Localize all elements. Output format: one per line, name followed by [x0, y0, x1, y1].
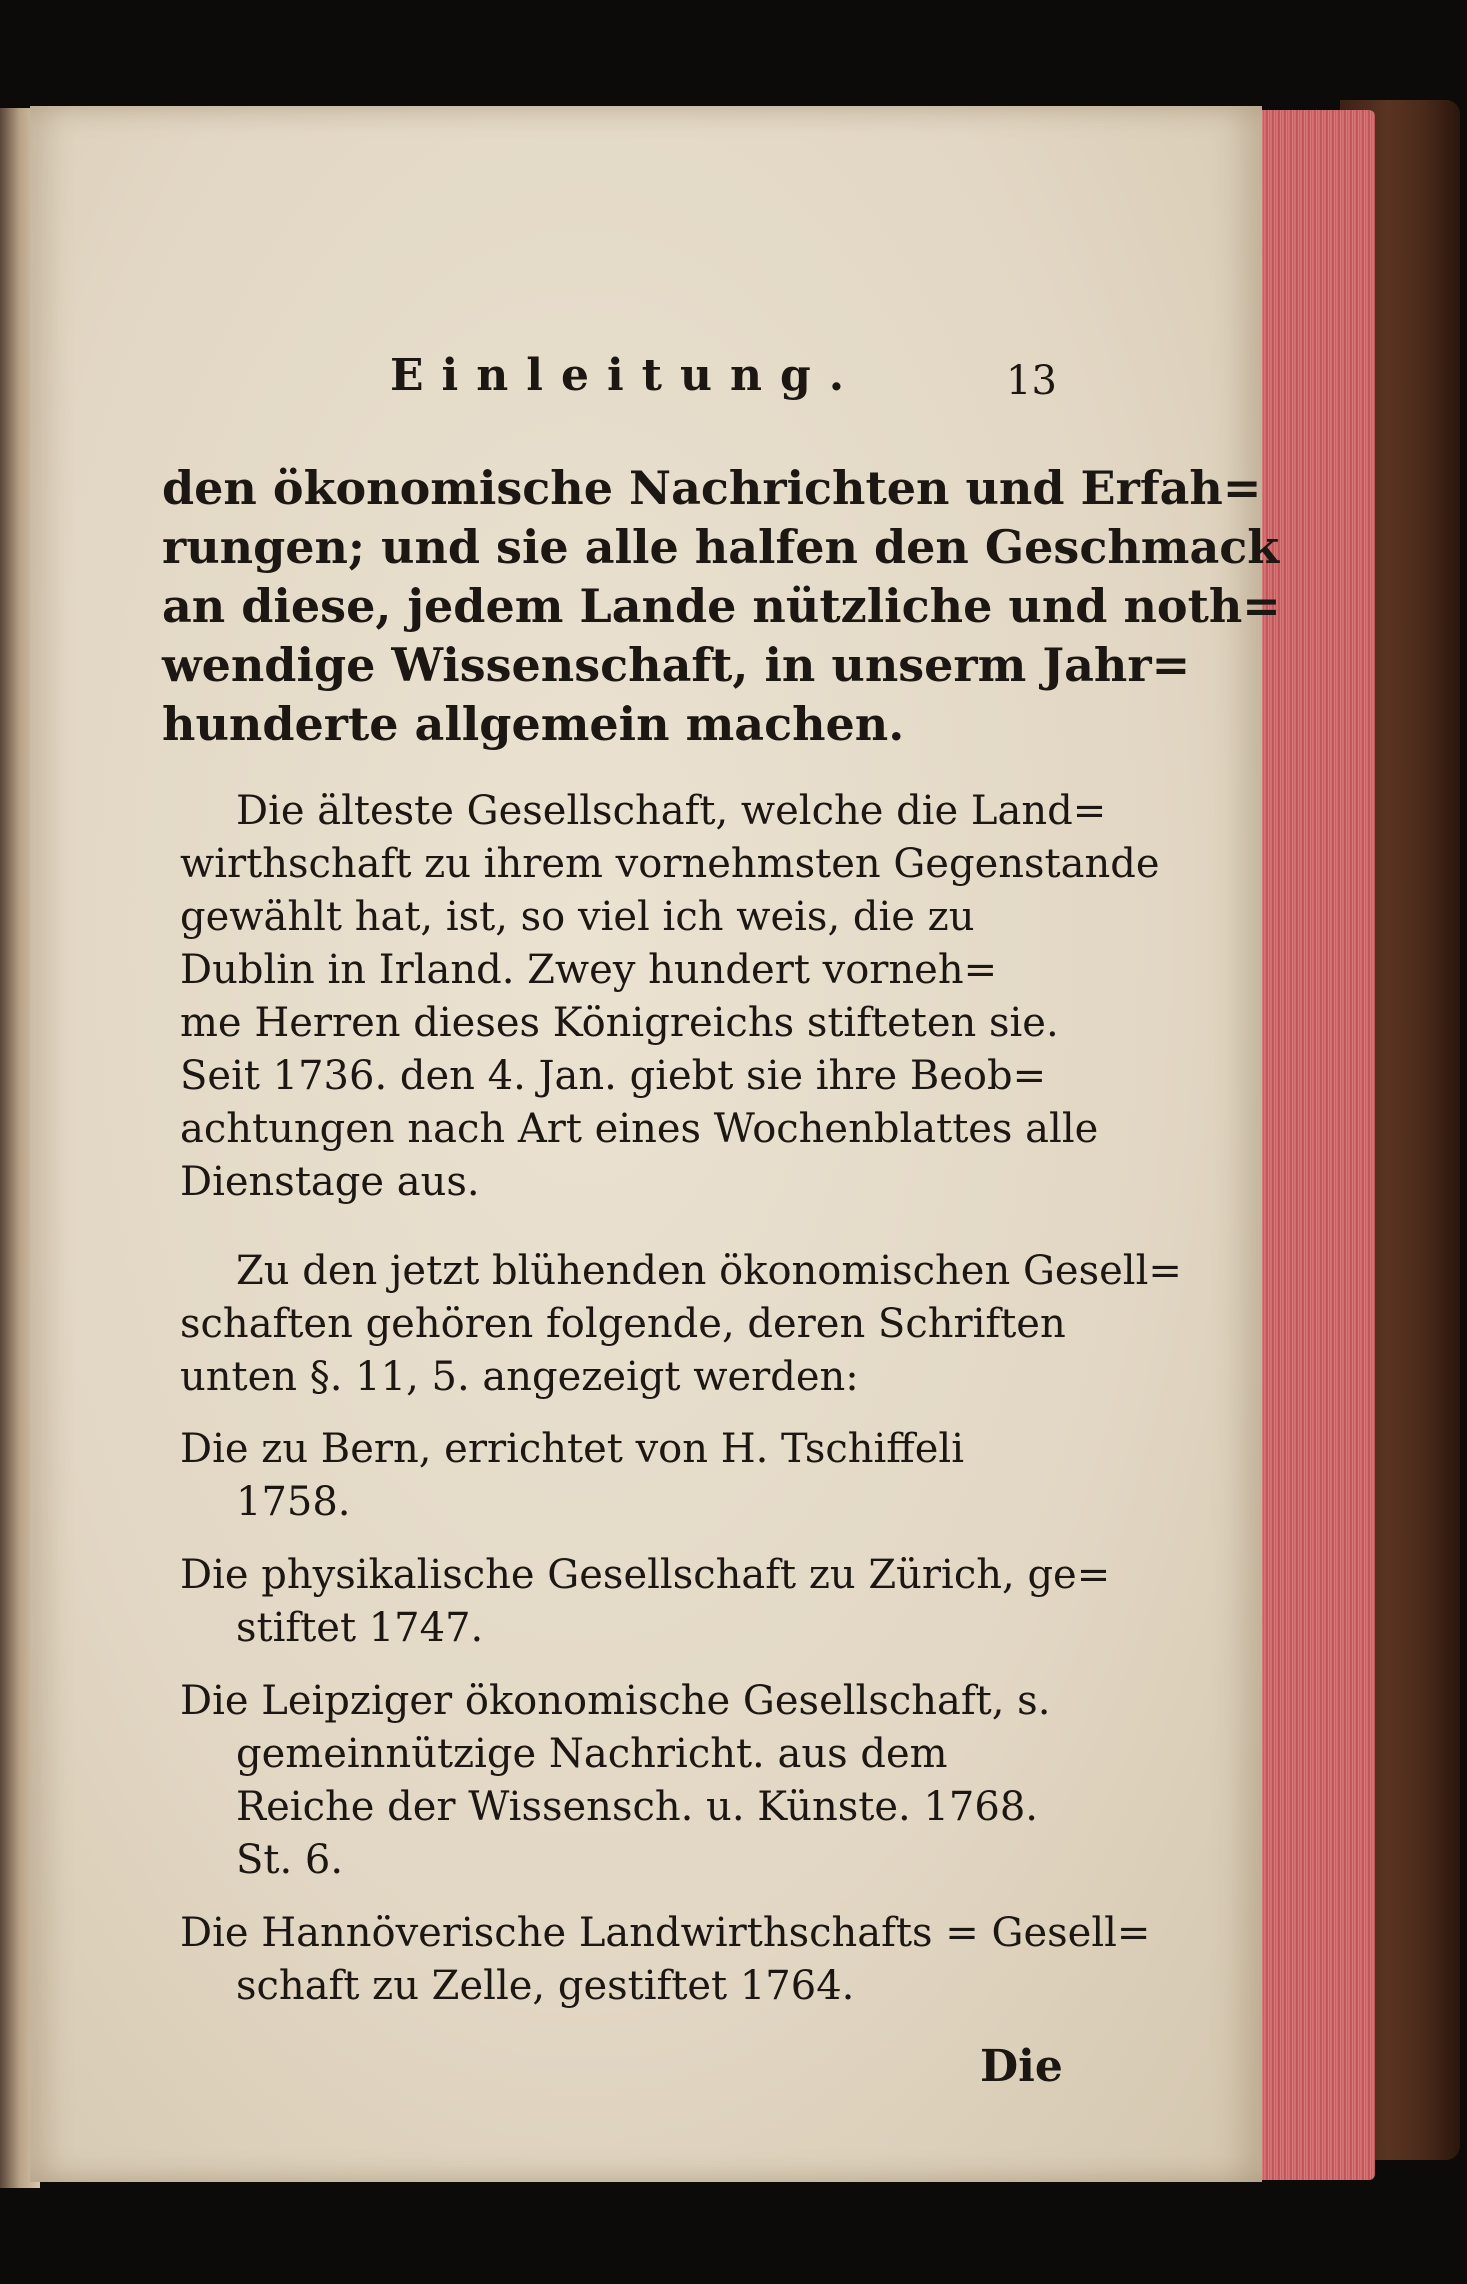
text-line: achtungen nach Art eines Wochenblattes alle: [180, 1106, 1099, 1152]
text-line: Dublin in Irland. Zwey hundert vorneh=: [180, 947, 998, 993]
list-item: schaft zu Zelle, gestiftet 1764.: [236, 1963, 855, 2009]
text-line: wirthschaft zu ihrem vornehmsten Gegenstande: [180, 841, 1160, 887]
list-item: stiftet 1747.: [236, 1605, 484, 1651]
red-page-edges: [1245, 110, 1375, 2180]
text-line: Dienstage aus.: [180, 1159, 480, 1205]
catchword: Die: [980, 2041, 1063, 2092]
list-item: 1758.: [236, 1479, 351, 1525]
text-line: Zu den jetzt blühenden ökonomischen Gesell=: [236, 1248, 1182, 1294]
text-line: wendige Wissenschaft, in unserm Jahr=: [162, 638, 1191, 692]
text-line: den ökonomische Nachrichten und Erfah=: [162, 461, 1262, 515]
text-line: hunderte allgemein machen.: [162, 697, 905, 751]
list-item: Die physikalische Gesellschaft zu Zürich, ge=: [180, 1552, 1111, 1598]
list-item: St. 6.: [236, 1837, 344, 1883]
list-item: Reiche der Wissensch. u. Künste. 1768.: [236, 1784, 1038, 1830]
text-line: unten §. 11, 5. angezeigt werden:: [180, 1354, 859, 1400]
list-item: gemeinnützige Nachricht. aus dem: [236, 1731, 948, 1777]
list-item: Die Leipziger ökonomische Gesellschaft, s.: [180, 1678, 1051, 1724]
running-head: Einleitung.: [390, 350, 863, 401]
list-item: Die Hannöverische Landwirthschafts = Gesell=: [180, 1910, 1151, 1956]
text-line: Die älteste Gesellschaft, welche die Land=: [236, 788, 1107, 834]
text-line: an diese, jedem Lande nützliche und noth=: [162, 579, 1281, 633]
page-number: 13: [1006, 358, 1057, 404]
text-line: rungen; und sie alle halfen den Geschmack: [162, 520, 1280, 574]
text-line: schaften gehören folgende, deren Schriften: [180, 1301, 1066, 1347]
list-item: Die zu Bern, errichtet von H. Tschiffeli: [180, 1426, 964, 1472]
text-line: gewählt hat, ist, so viel ich weis, die zu: [180, 894, 975, 940]
text-line: me Herren dieses Königreichs stifteten sie.: [180, 1000, 1059, 1046]
text-line: Seit 1736. den 4. Jan. giebt sie ihre Beob=: [180, 1053, 1047, 1099]
book-page: [30, 106, 1281, 2182]
